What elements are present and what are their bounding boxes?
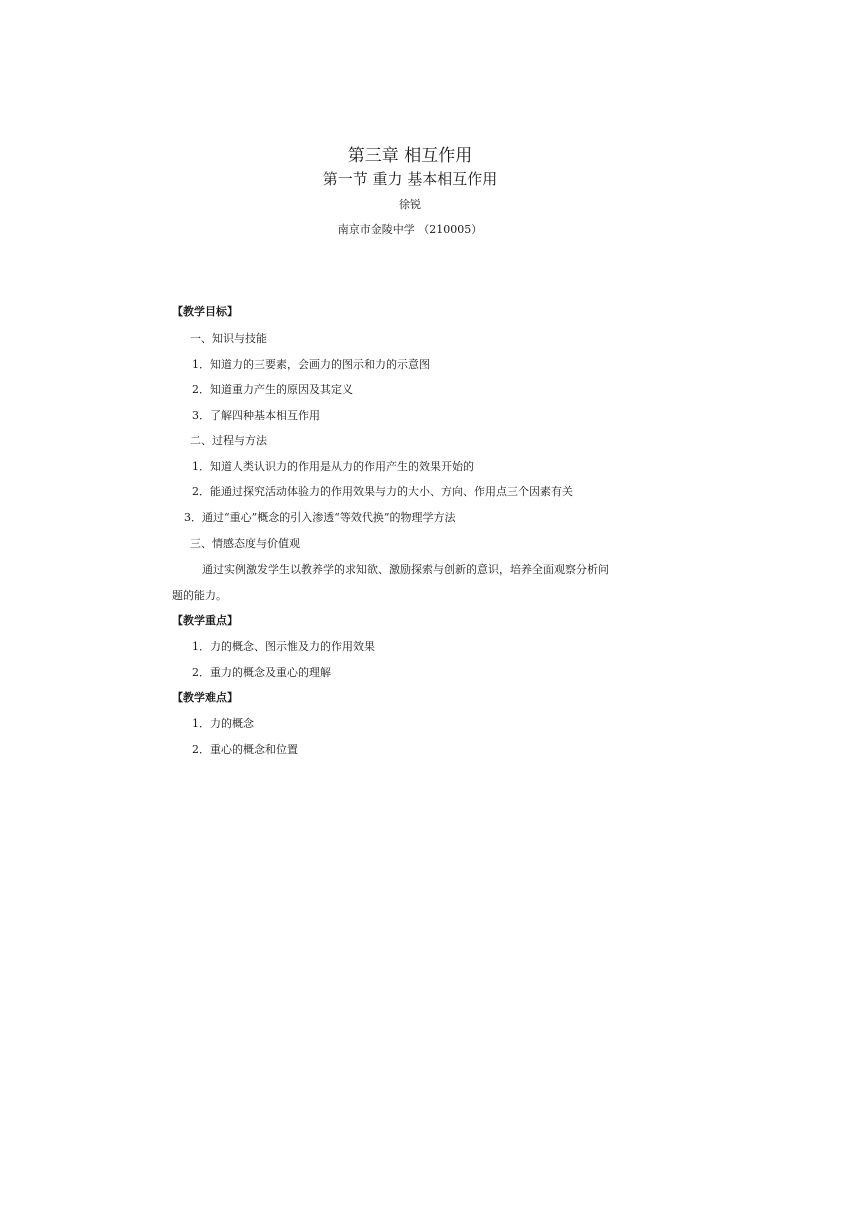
difficulty-item-2: 2．重心的概念和位置 [192, 743, 298, 756]
chapter-title: 第三章 相互作用 [347, 146, 473, 166]
key-points-heading: 【教学重点】 [172, 614, 238, 627]
school-affiliation: 南京市金陵中学 （210005） [337, 223, 483, 236]
process-item-1: 1．知道人类认识力的作用是从力的作用产生的效果开始的 [192, 460, 474, 473]
attitude-paragraph-line-2: 题的能力。 [172, 589, 227, 602]
difficulty-item-1: 1．力的概念 [192, 717, 254, 730]
knowledge-item-1: 1．知道力的三要素，会画力的图示和力的示意图 [192, 358, 430, 371]
knowledge-item-2: 2．知道重力产生的原因及其定义 [192, 383, 353, 396]
author-name: 徐锐 [399, 198, 421, 211]
difficulties-heading: 【教学难点】 [172, 691, 238, 704]
key-point-item-2: 2．重力的概念及重心的理解 [192, 666, 331, 679]
attitude-values-title: 三、情感态度与价值观 [190, 537, 300, 550]
section-title: 第一节 重力 基本相互作用 [322, 170, 498, 188]
key-point-item-1: 1．力的概念、图示惟及力的作用效果 [192, 640, 375, 653]
teaching-goals-heading: 【教学目标】 [172, 305, 238, 318]
process-item-3: 3．通过“重心”概念的引入渗透“等效代换”的物理学方法 [184, 511, 456, 524]
attitude-paragraph-line-1: 通过实例激发学生以教养学的求知欲、激励探索与创新的意识，培养全面观察分析问 [202, 563, 609, 576]
process-methods-title: 二、过程与方法 [190, 434, 267, 447]
knowledge-item-3: 3．了解四种基本相互作用 [192, 409, 320, 422]
knowledge-skills-title: 一、知识与技能 [190, 332, 267, 345]
process-item-2: 2．能通过探究活动体验力的作用效果与力的大小、方向、作用点三个因素有关 [192, 485, 573, 498]
